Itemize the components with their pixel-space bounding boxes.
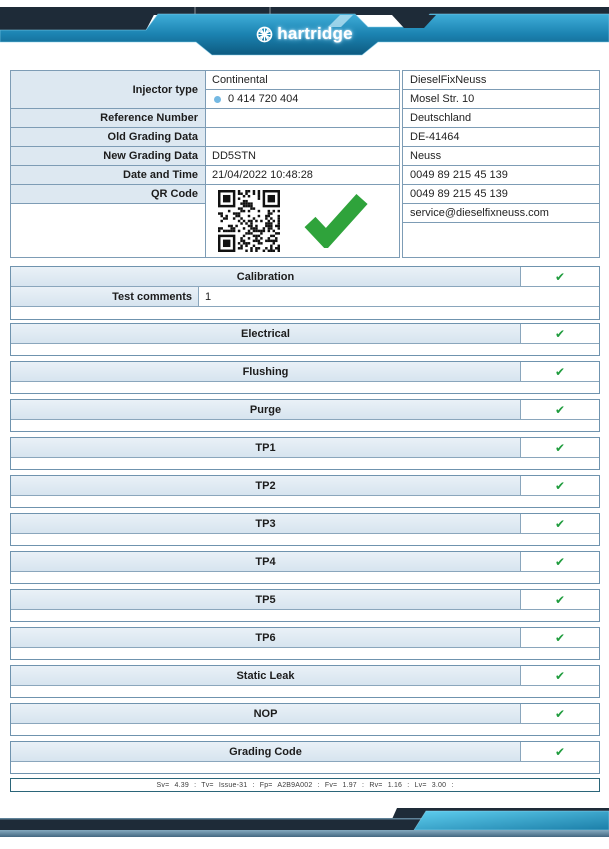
test-comments-value: 1 (205, 290, 212, 303)
big-green-check-icon (302, 192, 370, 248)
pass-check-icon: ✔ (554, 668, 566, 683)
info-value-new-grading-data (206, 147, 399, 166)
section-calibration (10, 266, 600, 320)
section-grading-code (10, 741, 600, 774)
section-status-calibration (521, 267, 599, 286)
section-status-purge (521, 400, 599, 419)
section-filler (11, 382, 599, 393)
pass-check-icon: ✔ (554, 516, 566, 531)
info-value-text: 21/04/2022 10:48:28 (212, 169, 313, 181)
customer-info-row-0: DieselFixNeuss (403, 71, 599, 90)
customer-info-row-7: service@dieselfixneuss.com (403, 204, 599, 223)
pass-check-icon: ✔ (554, 402, 566, 417)
info-area (10, 70, 600, 258)
section-title-static-leak: Static Leak (11, 666, 521, 685)
section-filler (11, 307, 599, 319)
pass-check-icon: ✔ (554, 706, 566, 721)
section-title-tp4: TP4 (11, 552, 521, 571)
section-nop (10, 703, 600, 736)
qr-code (218, 190, 280, 252)
section-header-grading-code (11, 742, 599, 762)
section-tp1 (10, 437, 600, 470)
customer-info-filler (403, 223, 599, 257)
injector-info-table (10, 70, 400, 258)
section-header-tp3 (11, 514, 599, 534)
section-title-calibration: Calibration (11, 267, 521, 286)
section-tp4 (10, 551, 600, 584)
section-filler (11, 572, 599, 583)
section-header-purge (11, 400, 599, 420)
version-footer-text: Sv= 4.39 : Tv= Issue-31 : Fp= A2B9A002 : Fv= 1.97 : Rv= 1.16 : Lv= 3.00 : (156, 781, 454, 789)
bottom-banner (0, 804, 609, 844)
pass-check-icon: ✔ (554, 269, 566, 284)
bottom-steel-stripe (0, 830, 609, 837)
section-header-tp6 (11, 628, 599, 648)
section-title-purge: Purge (11, 400, 521, 419)
section-tp5 (10, 589, 600, 622)
customer-info-row-2: Deutschland (403, 109, 599, 128)
section-electrical (10, 323, 600, 356)
section-title-tp1: TP1 (11, 438, 521, 457)
info-value-text: Continental (212, 74, 268, 86)
customer-info-row-4: Neuss (403, 147, 599, 166)
section-header-static-leak (11, 666, 599, 686)
injector-info-labels (11, 71, 205, 257)
section-status-tp6 (521, 628, 599, 647)
bottom-cyan-segment (414, 811, 609, 830)
section-filler (11, 534, 599, 545)
info-label-date-and-time: Date and Time (11, 166, 205, 185)
pass-check-icon: ✔ (554, 478, 566, 493)
info-label-new-grading-data: New Grading Data (11, 147, 205, 166)
section-purge (10, 399, 600, 432)
info-label-filler (11, 204, 205, 257)
info-value-reference-number (206, 109, 399, 128)
section-status-tp5 (521, 590, 599, 609)
info-label-reference-number: Reference Number (11, 109, 205, 128)
banner-left-block (0, 7, 158, 30)
section-tp2 (10, 475, 600, 508)
pass-check-icon: ✔ (554, 326, 566, 341)
section-tp6 (10, 627, 600, 660)
section-title-electrical: Electrical (11, 324, 521, 343)
section-filler (11, 648, 599, 659)
section-tp3 (10, 513, 600, 546)
section-filler (11, 344, 599, 355)
info-value-injector-type (206, 71, 399, 90)
customer-info-row-1: Mosel Str. 10 (403, 90, 599, 109)
section-filler (11, 496, 599, 507)
pass-check-icon: ✔ (554, 592, 566, 607)
section-header-tp5 (11, 590, 599, 610)
info-value-date-and-time (206, 166, 399, 185)
info-value-text: 0 414 720 404 (228, 93, 299, 105)
pass-check-icon: ✔ (554, 364, 566, 379)
section-title-grading-code: Grading Code (11, 742, 521, 761)
section-title-tp2: TP2 (11, 476, 521, 495)
test-comments-label: Test comments (11, 287, 199, 306)
section-title-tp5: TP5 (11, 590, 521, 609)
section-status-electrical (521, 324, 599, 343)
section-header-calibration (11, 267, 599, 287)
pass-check-icon: ✔ (554, 630, 566, 645)
info-value-text: DD5STN (212, 150, 257, 162)
injector-info-values (205, 71, 399, 257)
section-flushing (10, 361, 600, 394)
pass-check-icon: ✔ (554, 554, 566, 569)
section-status-grading-code (521, 742, 599, 761)
version-footer (10, 778, 600, 792)
info-value-old-grading-data (206, 128, 399, 147)
section-header-flushing (11, 362, 599, 382)
section-title-tp6: TP6 (11, 628, 521, 647)
test-sections (10, 266, 600, 779)
section-filler (11, 420, 599, 431)
info-label-injector-type: Injector type (11, 71, 205, 109)
customer-info-row-5: 0049 89 215 45 139 (403, 166, 599, 185)
section-filler (11, 458, 599, 469)
section-status-flushing (521, 362, 599, 381)
section-filler (11, 762, 599, 773)
brand-name: hartridge (277, 24, 353, 43)
blue-bullet-icon (214, 96, 221, 103)
customer-info-table (402, 70, 600, 258)
section-header-tp1 (11, 438, 599, 458)
section-status-tp3 (521, 514, 599, 533)
section-status-tp2 (521, 476, 599, 495)
section-header-electrical (11, 324, 599, 344)
section-status-tp1 (521, 438, 599, 457)
info-value-injector-type (206, 90, 399, 109)
top-banner (0, 0, 609, 58)
customer-info-row-3: DE-41464 (403, 128, 599, 147)
qr-result-cell (206, 185, 399, 257)
pass-check-icon: ✔ (554, 440, 566, 455)
section-title-flushing: Flushing (11, 362, 521, 381)
section-filler (11, 610, 599, 621)
section-static-leak (10, 665, 600, 698)
section-status-static-leak (521, 666, 599, 685)
section-header-tp2 (11, 476, 599, 496)
info-label-qr-code: QR Code (11, 185, 205, 204)
info-label-old-grading-data: Old Grading Data (11, 128, 205, 147)
customer-info-row-6: 0049 89 215 45 139 (403, 185, 599, 204)
section-title-nop: NOP (11, 704, 521, 723)
section-title-tp3: TP3 (11, 514, 521, 533)
section-status-nop (521, 704, 599, 723)
pass-check-icon: ✔ (554, 744, 566, 759)
section-header-nop (11, 704, 599, 724)
test-comments-row (11, 287, 599, 307)
section-filler (11, 686, 599, 697)
section-status-tp4 (521, 552, 599, 571)
section-header-tp4 (11, 552, 599, 572)
section-filler (11, 724, 599, 735)
